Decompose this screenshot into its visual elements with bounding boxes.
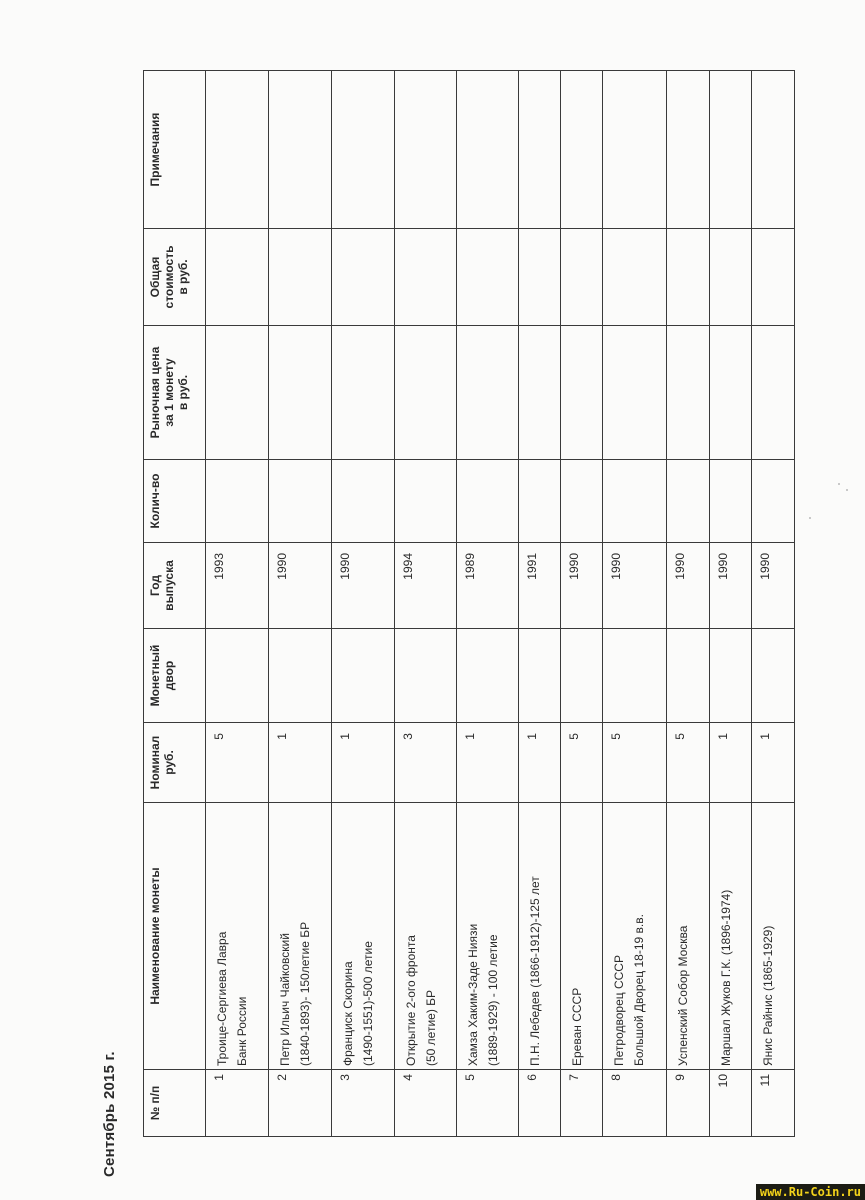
notes-value bbox=[667, 71, 710, 229]
scan-speck bbox=[809, 517, 811, 519]
coin-name: Хамза Хаким-Заде Ниязи (1889-1929) - 100 летие bbox=[457, 803, 519, 1070]
nominal-value: 5 bbox=[667, 723, 710, 803]
price-value bbox=[395, 326, 457, 460]
notes-value bbox=[710, 71, 752, 229]
quantity-value bbox=[667, 460, 710, 543]
price-value bbox=[206, 326, 269, 460]
year-value: 1990 bbox=[667, 543, 710, 629]
table-row bbox=[332, 71, 395, 1137]
nominal-value: 1 bbox=[332, 723, 395, 803]
table-row bbox=[710, 71, 752, 1137]
header-nominal: Номинал руб. bbox=[144, 723, 206, 803]
header-year: Год выпуска bbox=[144, 543, 206, 629]
coin-name: Ереван СССР bbox=[561, 803, 603, 1070]
total-value bbox=[752, 229, 795, 326]
quantity-value bbox=[206, 460, 269, 543]
year-value: 1990 bbox=[603, 543, 667, 629]
quantity-value bbox=[603, 460, 667, 543]
mint-value bbox=[519, 629, 561, 723]
mint-value bbox=[269, 629, 332, 723]
notes-value bbox=[395, 71, 457, 229]
total-value bbox=[667, 229, 710, 326]
quantity-value bbox=[395, 460, 457, 543]
notes-value bbox=[752, 71, 795, 229]
total-value bbox=[519, 229, 561, 326]
price-value bbox=[667, 326, 710, 460]
header-number: № п/п bbox=[144, 1070, 206, 1137]
year-value: 1990 bbox=[752, 543, 795, 629]
scan-speck bbox=[838, 483, 840, 485]
quantity-value bbox=[710, 460, 752, 543]
total-value bbox=[561, 229, 603, 326]
coin-inventory-table bbox=[143, 70, 795, 1137]
table-row bbox=[457, 71, 519, 1137]
year-value: 1990 bbox=[269, 543, 332, 629]
nominal-value: 1 bbox=[710, 723, 752, 803]
year-value: 1990 bbox=[561, 543, 603, 629]
row-number: 11 bbox=[752, 1070, 795, 1137]
mint-value bbox=[395, 629, 457, 723]
row-number: 8 bbox=[603, 1070, 667, 1137]
coin-name: Янис Райнис (1865-1929) bbox=[752, 803, 795, 1070]
price-value bbox=[561, 326, 603, 460]
total-value bbox=[395, 229, 457, 326]
coin-name: Маршал Жуков Г.К. (1896-1974) bbox=[710, 803, 752, 1070]
table-row bbox=[269, 71, 332, 1137]
quantity-value bbox=[561, 460, 603, 543]
price-value bbox=[603, 326, 667, 460]
table-row bbox=[395, 71, 457, 1137]
price-value bbox=[752, 326, 795, 460]
notes-value bbox=[269, 71, 332, 229]
year-value: 1994 bbox=[395, 543, 457, 629]
mint-value bbox=[603, 629, 667, 723]
quantity-value bbox=[752, 460, 795, 543]
row-number: 5 bbox=[457, 1070, 519, 1137]
row-number: 3 bbox=[332, 1070, 395, 1137]
quantity-value bbox=[519, 460, 561, 543]
total-value bbox=[710, 229, 752, 326]
price-value bbox=[269, 326, 332, 460]
year-value: 1990 bbox=[332, 543, 395, 629]
coin-name: Франциск Скорина (1490-1551)-500 летие bbox=[332, 803, 395, 1070]
watermark: www.Ru-Coin.ru bbox=[756, 1184, 865, 1200]
year-value: 1991 bbox=[519, 543, 561, 629]
total-value bbox=[269, 229, 332, 326]
quantity-value bbox=[332, 460, 395, 543]
coin-name: Успенский Собор Москва bbox=[667, 803, 710, 1070]
mint-value bbox=[561, 629, 603, 723]
price-value bbox=[710, 326, 752, 460]
row-number: 6 bbox=[519, 1070, 561, 1137]
scan-speck bbox=[846, 489, 848, 491]
year-value: 1989 bbox=[457, 543, 519, 629]
table-row bbox=[561, 71, 603, 1137]
notes-value bbox=[457, 71, 519, 229]
table-row bbox=[752, 71, 795, 1137]
quantity-value bbox=[269, 460, 332, 543]
table-header-row bbox=[144, 71, 206, 1137]
header-market-price: Рыночная цена за 1 монету в руб. bbox=[144, 326, 206, 460]
nominal-value: 5 bbox=[561, 723, 603, 803]
table-row bbox=[206, 71, 269, 1137]
total-value bbox=[603, 229, 667, 326]
total-value bbox=[332, 229, 395, 326]
notes-value bbox=[603, 71, 667, 229]
mint-value bbox=[667, 629, 710, 723]
coin-name: Троице-Сергиева Лавра Банк России bbox=[206, 803, 269, 1070]
nominal-value: 1 bbox=[752, 723, 795, 803]
total-value bbox=[206, 229, 269, 326]
header-mint: Монетный двор bbox=[144, 629, 206, 723]
price-value bbox=[457, 326, 519, 460]
total-value bbox=[457, 229, 519, 326]
header-quantity: Колич-во bbox=[144, 460, 206, 543]
coin-name: Петродворец СССР Большой Дворец 18-19 в.в. bbox=[603, 803, 667, 1070]
table-row bbox=[603, 71, 667, 1137]
year-value: 1993 bbox=[206, 543, 269, 629]
notes-value bbox=[332, 71, 395, 229]
row-number: 10 bbox=[710, 1070, 752, 1137]
coin-name: П.Н. Лебедев (1866-1912)-125 лет bbox=[519, 803, 561, 1070]
row-number: 7 bbox=[561, 1070, 603, 1137]
row-number: 9 bbox=[667, 1070, 710, 1137]
table-row bbox=[667, 71, 710, 1137]
notes-value bbox=[519, 71, 561, 229]
notes-value bbox=[561, 71, 603, 229]
row-number: 2 bbox=[269, 1070, 332, 1137]
mint-value bbox=[457, 629, 519, 723]
row-number: 1 bbox=[206, 1070, 269, 1137]
nominal-value: 1 bbox=[519, 723, 561, 803]
notes-value bbox=[206, 71, 269, 229]
quantity-value bbox=[457, 460, 519, 543]
header-coin-name: Наименование монеты bbox=[144, 803, 206, 1070]
nominal-value: 1 bbox=[269, 723, 332, 803]
price-value bbox=[332, 326, 395, 460]
table-row bbox=[519, 71, 561, 1137]
mint-value bbox=[206, 629, 269, 723]
row-number: 4 bbox=[395, 1070, 457, 1137]
nominal-value: 3 bbox=[395, 723, 457, 803]
nominal-value: 5 bbox=[206, 723, 269, 803]
coin-name: Петр Ильич Чайковский (1840-1893)- 150летие БР bbox=[269, 803, 332, 1070]
mint-value bbox=[752, 629, 795, 723]
document-title: Сентябрь 2015 г. bbox=[101, 1051, 118, 1177]
coin-name: Открытие 2-ого фронта (50 летие) БР bbox=[395, 803, 457, 1070]
header-notes: Примечания bbox=[144, 71, 206, 229]
nominal-value: 5 bbox=[603, 723, 667, 803]
price-value bbox=[519, 326, 561, 460]
year-value: 1990 bbox=[710, 543, 752, 629]
header-total-value: Общая стоимость в руб. bbox=[144, 229, 206, 326]
mint-value bbox=[710, 629, 752, 723]
nominal-value: 1 bbox=[457, 723, 519, 803]
mint-value bbox=[332, 629, 395, 723]
